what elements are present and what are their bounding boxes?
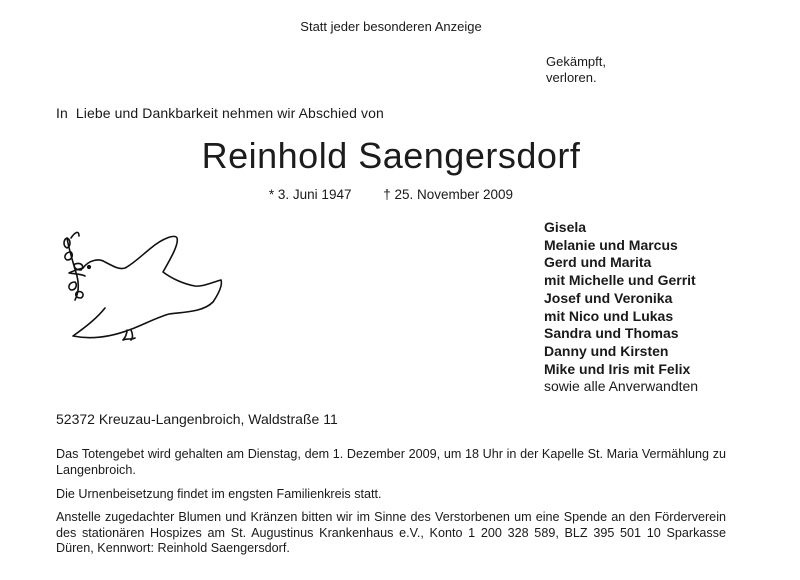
birth-date: * 3. Juni 1947 <box>268 187 352 202</box>
top-note: Statt jeder besonderen Anzeige <box>300 19 482 34</box>
mourner-name: mit Nico und Lukas <box>544 307 674 324</box>
motto-line-2: verloren. <box>546 70 597 85</box>
mourner-name: Danny und Kirsten <box>544 342 669 359</box>
motto <box>546 54 606 86</box>
prayer-paragraph: Das Totengebet wird gehalten am Dienstag, dem 1. Dezember 2009, um 18 Uhr in der Kapelle St. Maria Vermählung zu Langenbroich. <box>56 447 726 477</box>
mourner-name: Gerd und Marita <box>544 254 652 271</box>
mourners-closing: sowie alle Anverwandten <box>544 378 699 395</box>
mourner-name: Sandra und Thomas <box>544 325 679 342</box>
life-dates <box>1 187 781 202</box>
family-address: 52372 Kreuzau-Langenbroich, Waldstraße 11 <box>56 411 338 427</box>
motto-line-1: Gekämpft, <box>546 54 606 69</box>
mourner-name: Mike und Iris mit Felix <box>544 360 691 377</box>
donation-paragraph: Anstelle zugedachter Blumen und Kränzen bitten wir im Sinne des Verstorbenen um eine Spende an den Förderverein des stationären Hospizes am St. Augustinus Krankenhaus e.V., Konto 1 200 328 589, BLZ 395 501 10 Sparkasse Düren, Kennwort: Reinhold Saengersdorf. <box>56 510 726 555</box>
mourner-name: mit Michelle und Gerrit <box>544 272 696 289</box>
deceased-name: Reinhold Saengersdorf <box>201 135 581 176</box>
mourner-name: Josef und Veronika <box>544 289 673 306</box>
dove-with-olive-branch-icon <box>53 226 233 356</box>
mourner-name: Melanie und Marcus <box>544 236 678 253</box>
death-date: † 25. November 2009 <box>383 187 514 202</box>
mourner-name: Gisela <box>544 219 587 235</box>
mourners-list <box>544 219 698 396</box>
burial-paragraph: Die Urnenbeisetzung findet im engsten Familienkreis statt. <box>56 487 382 501</box>
intro-text: In Liebe und Dankbarkeit nehmen wir Abschied von <box>56 105 384 121</box>
